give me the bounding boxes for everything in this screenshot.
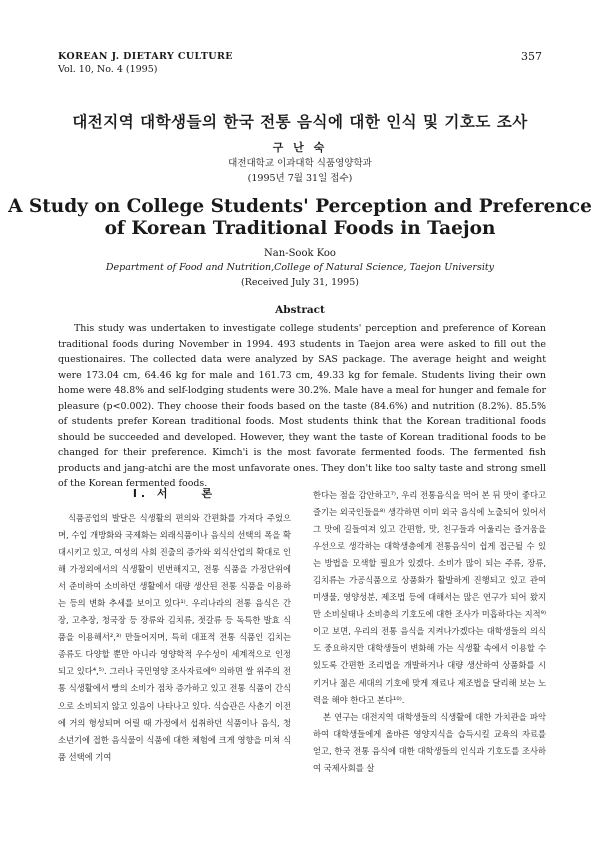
body-left-column — [58, 487, 291, 766]
section-heading-introduction: I. 서 론 — [132, 487, 217, 500]
body-right-column — [313, 487, 546, 777]
journal-name: KOREAN J. DIETARY CULTURE — [58, 51, 233, 62]
korean-author: 구 난 숙 — [272, 141, 328, 154]
english-affiliation: Department of Food and Nutrition,College of Natural Science, Taejon University — [105, 262, 495, 273]
intro-paragraph-right-1: 한다는 점을 감안하고⁷⁾, 우리 전통음식을 먹어 본 뒤 맛이 좋다고 즐기는 외국인들을⁸⁾ 생각하면 이미 외국 음식에 노출되어 있어서 그 맛에 길들여져 있고 간편함, 맛, 친구들과 어울리는 즐거움을 우선으로 생각하는 대학생층에게 전통음식이 쉽게 접근될 수 있는 방법을 모색할 필요가 있겠다. 소비가 많이 되는 주류, 장류, 김치류는 가공식품으로 상품화가 활발하게 진행되고 있고 관여 미생물, 영양성분, 제조법 등에 대해서는 많은 연구가 되어 왔지만 소비실태나 소비층의 기호도에 대한 조사가 미흡하다는 지적⁹⁾이고 보면, 우리의 전통 음식을 지켜나가겠다는 대학생들의 의식도 중요하지만 대학생들이 변화해 가는 식생활 속에서 이용할 수 있도록 간편한 조리법을 개발하거나 대량 생산하여 상품화를 시키거나 젊은 세대의 기호에 맞게 재료나 제조법을 달리해 보는 노력을 해야 한다고 본다¹⁰⁾. — [313, 490, 546, 705]
journal-volume: Vol. 10, No. 4 (1995) — [58, 64, 158, 75]
korean-affiliation: 대전대학교 이과대학 식품영양학과 — [228, 158, 372, 169]
english-received-date: (Received July 31, 1995) — [241, 277, 359, 288]
intro-paragraph-right-2: 본 연구는 대전지역 대학생들의 식생활에 대한 가치관을 파악하여 대학생들에게 올바른 영양지식을 습득시킬 교육의 자료를 얻고, 한국 전통 음식에 대한 대학생들의 인식과 기호도를 조사하여 국제사회를 살 — [313, 711, 546, 773]
journal-header — [58, 50, 233, 76]
korean-title: 대전지역 대학생들의 한국 전통 음식에 대한 인식 및 기호도 조사 — [72, 113, 528, 131]
abstract-text: This study was undertaken to investigate college students' perception and preference of Korean traditional foods during November in 1994. 493 students in Taejon area were asked to fill out the questionaires. The collected data were analyzed by SAS package. The average height and weight were 173.04 cm, 64.46 kg for male and 161.73 cm, 49.33 kg for female. Students living their own home were 48.8% and self-lodging students were 30.2%. Male have a meal for hunger and female for pleasure (p<0.002). They choose their foods based on the taste (84.6%) and nutrition (8.2%). 85.5% of students prefer Korean traditional foods. Most students think that the Korean traditional foods should be succeeded and developed. However, they want the taste of Korean traditional foods to be changed for their preference. Kimch'i is the most favorate fermented foods. The fermented fish products and jang-atchi are the most unfavorate ones. They don't like too salty taste and strong smell of the Korean fermented foods. — [58, 323, 546, 489]
english-title-line2: of Korean Traditional Foods in Taejon — [104, 218, 496, 239]
english-title — [0, 196, 600, 240]
korean-received-date: (1995년 7월 31일 접수) — [247, 173, 353, 184]
page-number: 357 — [521, 50, 542, 63]
intro-paragraph-left: 식품공업의 발달은 식생활의 편의와 간편화를 가져다 주었으며, 수입 개방화와 국제화는 외래식품이나 음식의 선택의 폭을 확대시키고 있고, 여성의 사회 진출의 증가와 외식산업의 확대로 인해 가정외에서의 식생활이 빈번해지고, 전통 식품을 가정단위에서 준비하여 소비하던 생활에서 대량 생산된 전통 식품을 이용하는 등의 변화 추세를 보이고 있다¹⁾. 우리나라의 전통 음식은 간장, 고추장, 청국장 등 장류와 김치류, 젓갈류 등 독특한 발효 식품을 이용해서²,³⁾ 만들어지며, 특히 대표적 전통 식품인 김치는 종류도 다양할 뿐만 아니라 영양학적 우수성이 세계적으로 인정되고 있다⁴,⁵⁾. 그러나 국민영양 조사자료에⁶⁾ 의하면 쌀 위주의 전통 식생활에서 빵의 소비가 점차 증가하고 있고 전통 식품이 간식으로 소비되지 않고 있음이 나타나고 있다. 식습관은 사춘기 이전에 거의 형성되며 어릴 때 가정에서 섭취하던 식품이나 음식, 청소년기에 접한 음식물이 식품에 대한 체험에 크게 영향을 미쳐 식품 선택에 기여 — [58, 513, 291, 762]
abstract-heading: Abstract — [275, 304, 325, 316]
english-title-line1: A Study on College Students' Perception and Preference — [8, 196, 592, 217]
english-author: Nan-Sook Koo — [264, 248, 336, 259]
